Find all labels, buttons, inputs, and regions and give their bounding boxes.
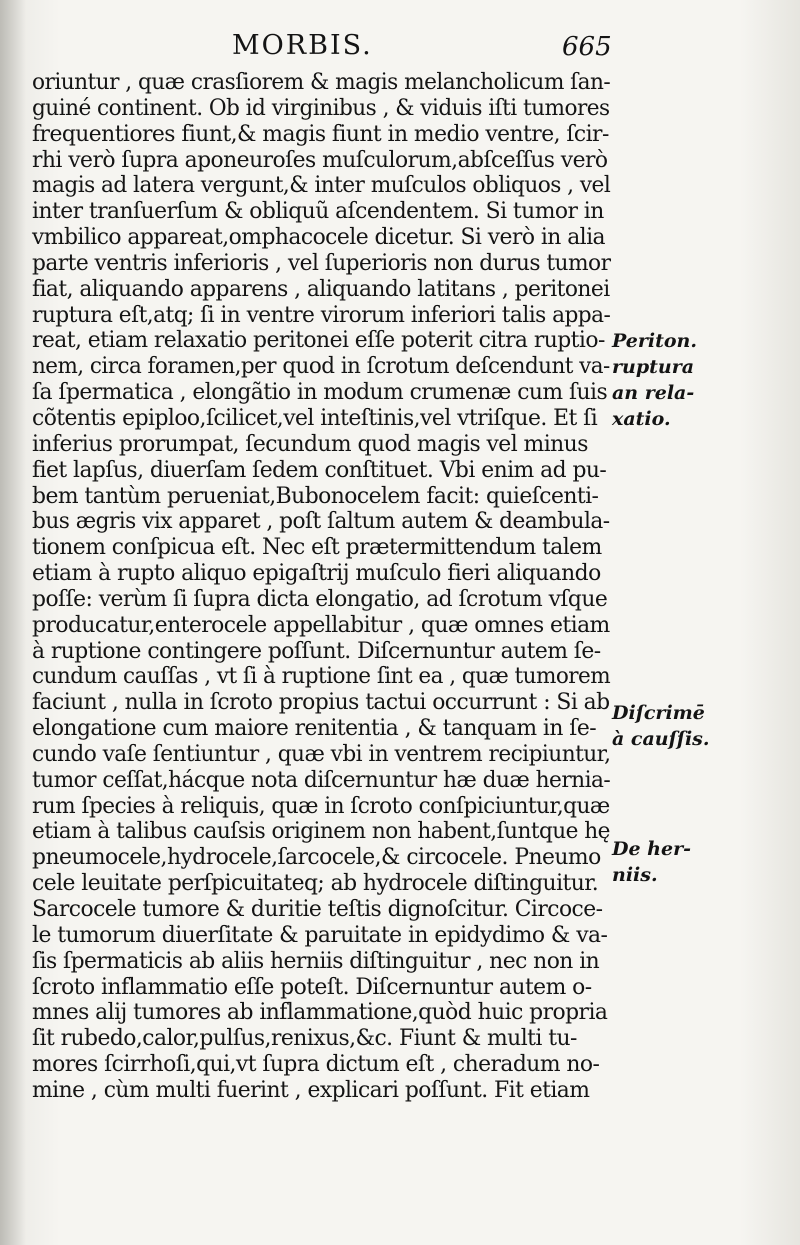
text-line: producatur,enterocele appellabitur , quæ omnes etiam	[32, 612, 610, 638]
text-line: inferius prorumpat, ſecundum quod magis vel minus	[32, 431, 588, 457]
text-line: à ruptione contingere poſſunt. Diſcernuntur autem ſe-	[32, 638, 601, 664]
text-line: elongatione cum maiore renitentia , & tanquam in ſe-	[32, 716, 597, 742]
margin-note-discrimen	[612, 700, 800, 752]
margin-note-line: Diſcrimē	[612, 702, 705, 724]
text-line: cundum cauſſas , vt ſi à ruptione ſint ea , quæ tumorem	[32, 664, 611, 690]
text-line: etiam à talibus cauſsis originem non habent,ſuntque hę	[32, 819, 610, 845]
text-line: ſis ſpermaticis ab aliis herniis diſtinguitur , nec non in	[32, 948, 600, 974]
text-line: cõtentis epiploo,ſcilicet,vel inteſtinis,vel vtriſque. Et ſi	[32, 405, 598, 431]
margin-note-line: an rela-	[612, 382, 695, 404]
text-line: etiam à rupto aliquo epigaſtrij muſculo fieri aliquando	[32, 561, 601, 587]
margin-note-line: Periton.	[612, 330, 697, 352]
text-line: magis ad latera vergunt,& inter muſculos obliquos , vel	[32, 173, 611, 199]
text-line: faciunt , nulla in ſcroto propius tactui occurrunt : Si ab	[32, 690, 610, 716]
text-line: rhi verò ſupra aponeuroſes muſculorum,abſceſſus verò	[32, 147, 608, 173]
margin-note-peritonei-ruptura	[612, 328, 800, 432]
text-line: reat, etiam relaxatio peritonei eſſe poterit citra ruptio-	[32, 328, 605, 354]
page-number: 665	[562, 32, 612, 62]
margin-note-line: De her-	[612, 838, 691, 860]
text-line: fiet lapſus, diuerſam ſedem conſtituet. Vbi enim ad pu-	[32, 457, 607, 483]
text-line: tionem conſpicua eſt. Nec eſt prætermittendum talem	[32, 535, 602, 561]
text-line: oriuntur , quæ crasſiorem & magis melancholicum ſan-	[32, 70, 611, 95]
text-line: bus ægris vix apparet , poſt ſaltum autem & deambula-	[32, 509, 610, 535]
text-line: tumor ceſſat,hácque nota diſcernuntur hæ duæ hernia-	[32, 767, 611, 793]
spine-shadow	[0, 0, 26, 1245]
text-line: ſcroto inflammatio eſſe poteſt. Diſcernuntur autem o-	[32, 974, 592, 1000]
text-line: inter tranſuerſum & obliquũ aſcendentem. Si tumor in	[32, 199, 604, 225]
text-line: bem tantùm perueniat,Bubonocelem facit: quieſcenti-	[32, 483, 599, 509]
text-line: mnes alij tumores ab inflammatione,quòd huic propria	[32, 1000, 608, 1026]
margin-note-line: xatio.	[612, 408, 671, 430]
text-line: ſa ſpermatica , elongãtio in modum crumenæ cum ſuis	[32, 380, 608, 406]
text-line: poſſe: verùm ſi ſupra dicta elongatio, ad ſcrotum vſque	[32, 586, 608, 612]
text-line: vmbilico appareat,omphacocele dicetur. Si verò in alia	[32, 225, 606, 251]
margin-note-line: à cauſſis.	[612, 728, 710, 750]
text-line: ſit rubedo,calor,pulſus,renixus,&c. Fiunt & multi tu-	[32, 1026, 577, 1052]
text-line: ruptura eſt,atq; ſi in ventre virorum inferiori talis appa-	[32, 302, 611, 328]
text-line: cele leuitate perſpicuitateq; ab hydrocele diſtinguitur.	[32, 871, 599, 897]
body-text	[32, 70, 614, 1104]
text-line: mores ſcirrhoſi,qui,vt ſupra dictum eſt , cheradum no-	[32, 1052, 600, 1078]
running-head: MORBIS.	[232, 30, 373, 61]
text-line: parte ventris inferioris , vel ſuperioris non durus tumor	[32, 250, 611, 276]
margin-note-line: niis.	[612, 864, 658, 886]
text-line: nem, circa foramen,per quod in ſcrotum deſcendunt va-	[32, 354, 610, 380]
text-line: fiat, aliquando apparens , aliquando latitans , peritonei	[32, 276, 610, 302]
text-line: le tumorum diuerſitate & paruitate in epidydimo & va-	[32, 922, 608, 948]
margin-note-de-herniis	[612, 836, 800, 888]
text-line: guiné continent. Ob id virginibus , & viduis iſti tumores	[32, 95, 610, 121]
text-line: rum ſpecies à reliquis, quæ in ſcroto conſpiciuntur,quæ	[32, 793, 610, 819]
text-line: pneumocele,hydrocele,ſarcocele,& circocele. Pneumo	[32, 845, 601, 871]
text-line: mine , cùm multi fuerint , explicari poſſunt. Fit etiam	[32, 1077, 590, 1103]
margin-note-line: ruptura	[612, 356, 695, 378]
text-line: Sarcocele tumore & duritie teſtis dignoſcitur. Circoce-	[32, 897, 603, 922]
text-line: cundo vaſe ſentiuntur , quæ vbi in ventrem recipiuntur,	[32, 741, 611, 767]
text-line: frequentiores fiunt,& magis fiunt in medio ventre, ſcir-	[32, 121, 609, 147]
